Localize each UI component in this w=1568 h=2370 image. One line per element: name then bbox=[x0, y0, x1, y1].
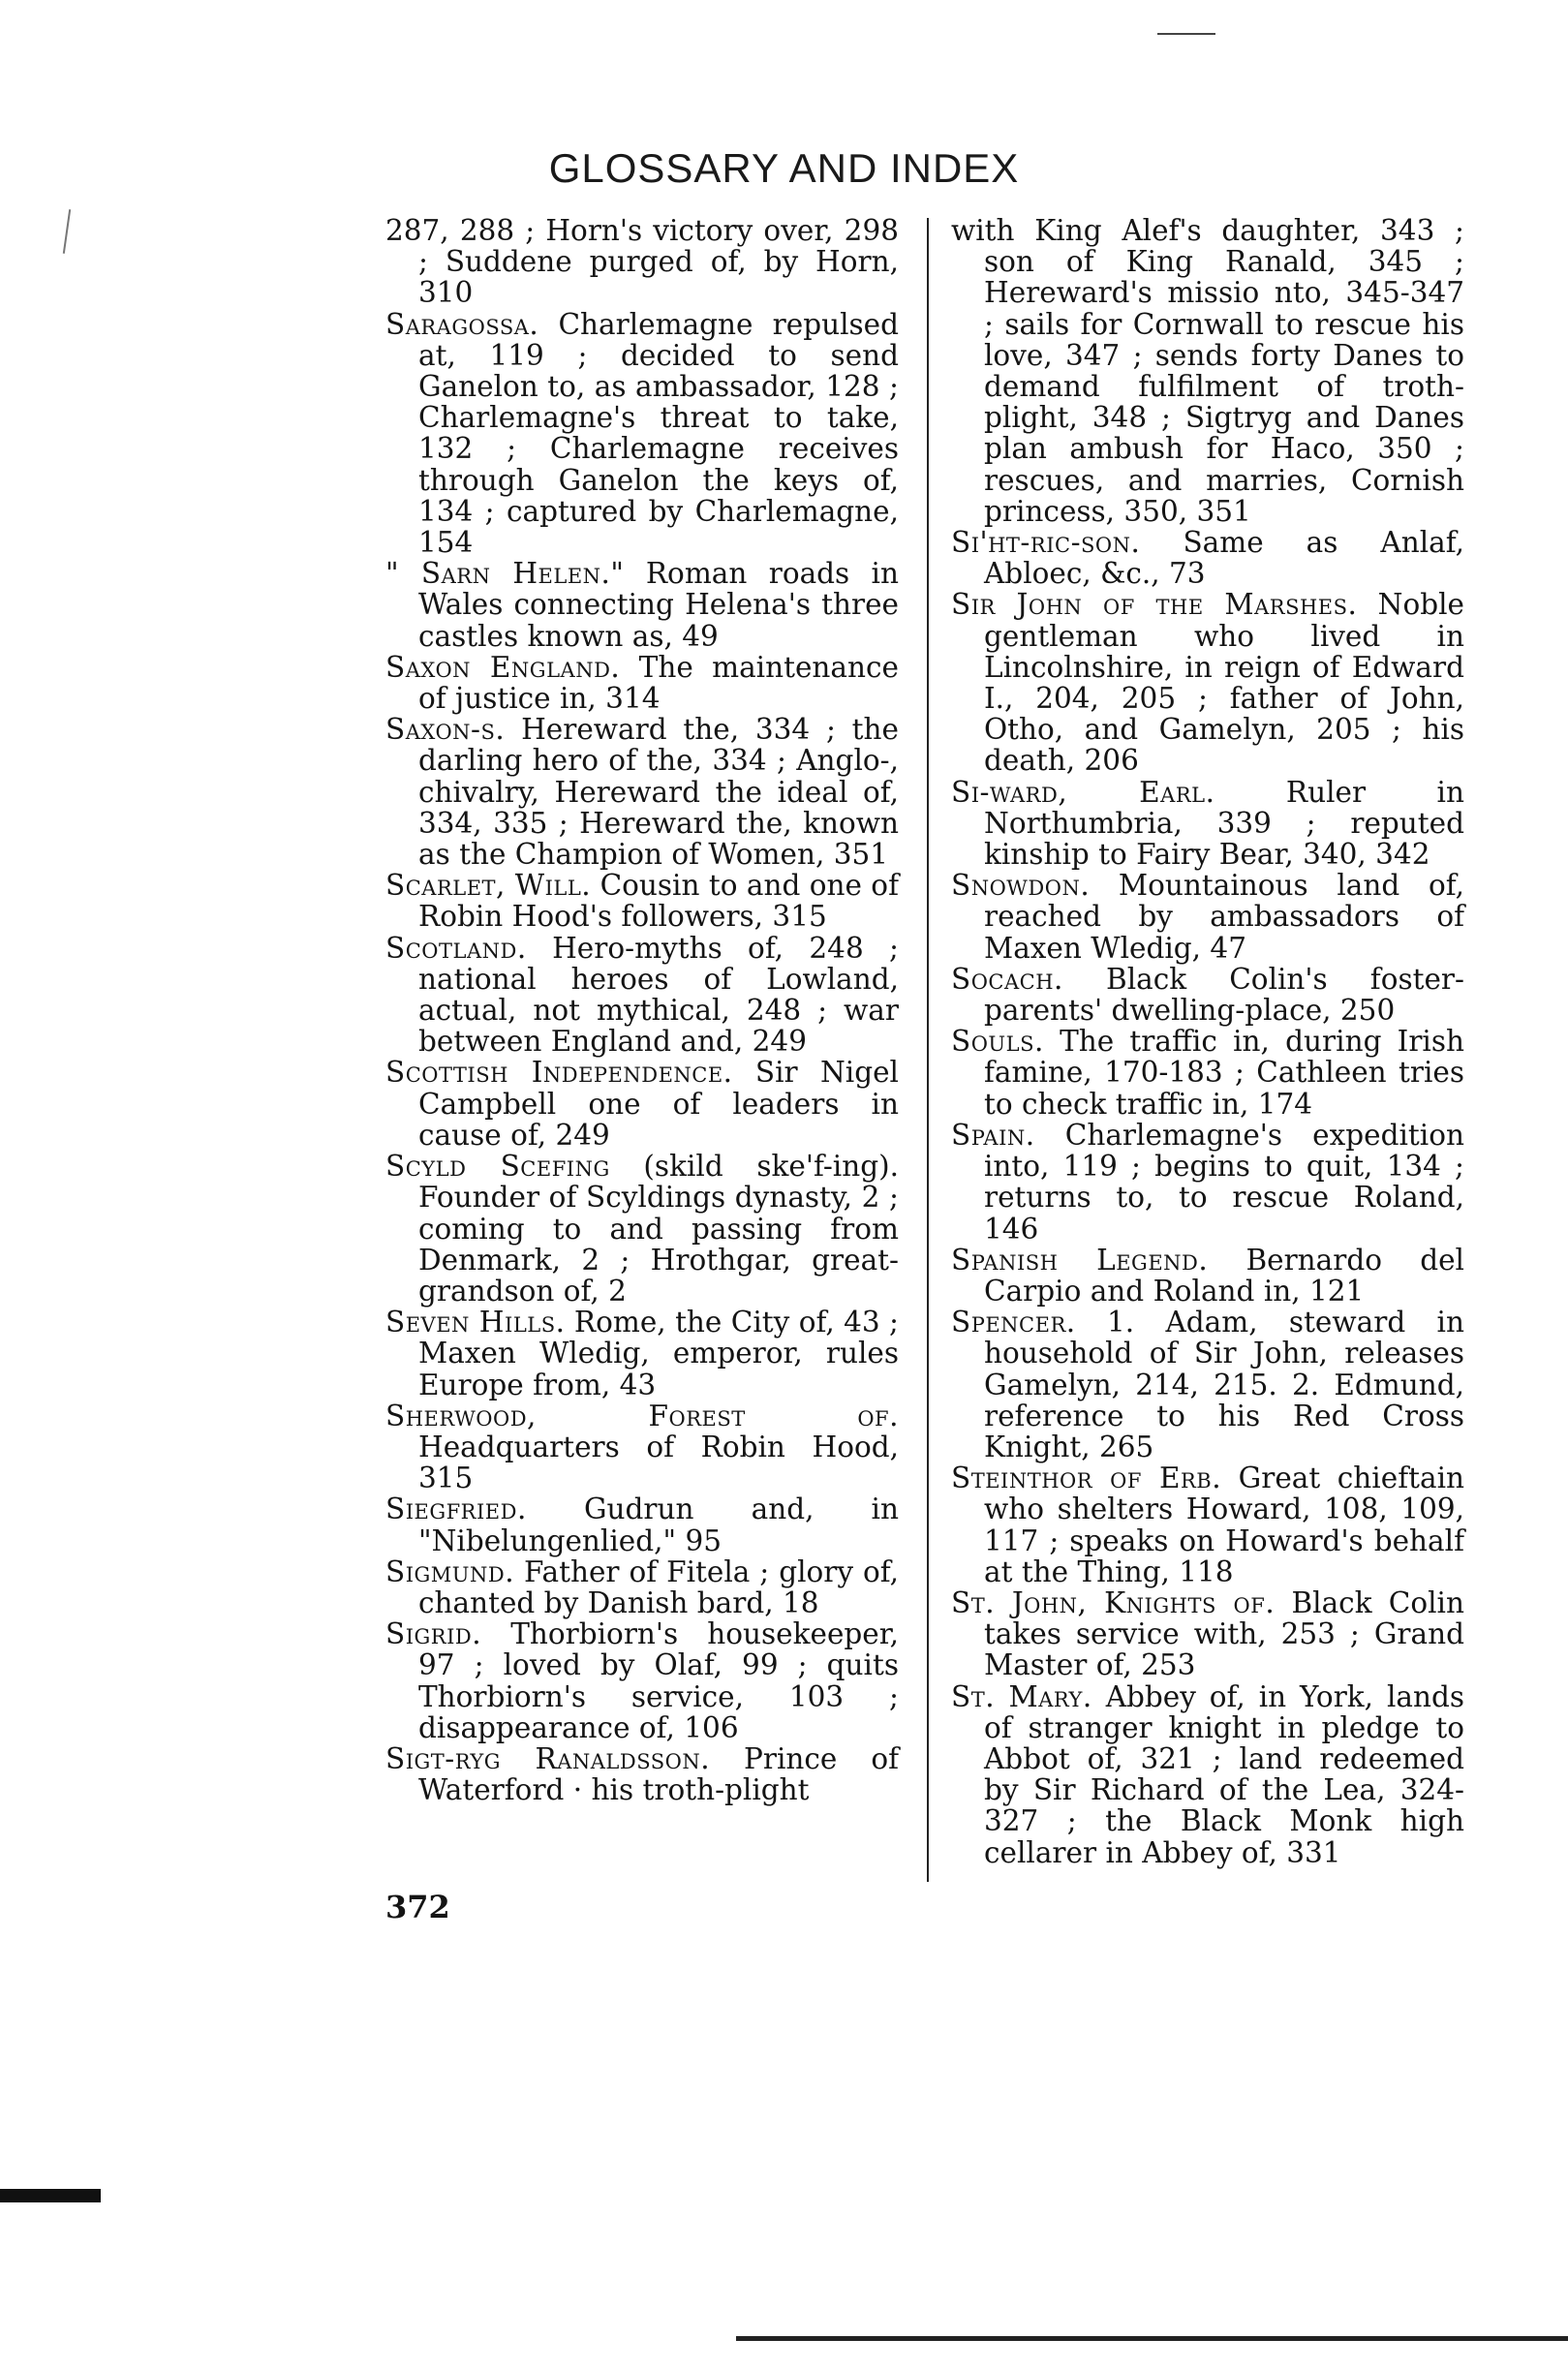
index-column-right bbox=[951, 215, 1464, 1868]
page-number: 372 bbox=[385, 1889, 450, 1925]
index-entry: St. Mary. Abbey of, in York, lands of stranger knight in pledge to Abbot of, 321 ; land redeemed by Sir Richard of the Lea, 324-327 ; the Black Monk high cellarer in Abbey of, 331 bbox=[951, 1679, 1464, 1869]
index-entry: Scarlet, Will. Cousin to and one of Robin Hood's followers, 315 bbox=[385, 869, 899, 934]
scan-bar-bottom bbox=[736, 2336, 1568, 2341]
index-entry: Spain. Charlemagne's expedition into, 119 ; begins to quit, 134 ; returns to, to rescue Roland, 146 bbox=[951, 1118, 1464, 1246]
index-entry: Si'ht-ric-son. Same as Anlaf, Abloec, &c., 73 bbox=[951, 526, 1464, 591]
index-entry: Sherwood, Forest of. Headquarters of Robin Hood, 315 bbox=[385, 1399, 899, 1495]
index-column-left bbox=[385, 215, 899, 1805]
index-entry: Snowdon. Mountainous land of, reached by ambassadors of Maxen Wledig, 47 bbox=[951, 869, 1464, 965]
index-entry: Saxon-s. Hereward the, 334 ; the darling hero of the, 334 ; Anglo-, chivalry, Hereward the ideal of, 334, 335 ; Hereward the, known as the Champion of Women, 351 bbox=[385, 713, 899, 872]
index-entry: Sigt-ryg Ranaldsson. Prince of Waterford · his troth-plight bbox=[385, 1741, 899, 1807]
index-entry: Sigrid. Thorbiorn's housekeeper, 97 ; loved by Olaf, 99 ; quits Thorbiorn's service, 103 ; disappearance of, 106 bbox=[385, 1617, 899, 1744]
index-entry: Socach. Black Colin's foster-parents' dwelling-place, 250 bbox=[951, 962, 1464, 1028]
index-entry: Souls. The traffic in, during Irish famine, 170-183 ; Cathleen tries to check traffic in, 174 bbox=[951, 1025, 1464, 1121]
index-entry: Seven Hills. Rome, the City of, 43 ; Maxen Wledig, emperor, rules Europe from, 43 bbox=[385, 1306, 899, 1401]
index-entry: " Sarn Helen." Roman roads in Wales connecting Helena's three castles known as, 49 bbox=[385, 557, 899, 653]
index-entry: Sir John of the Marshes. Noble gentleman who lived in Lincolnshire, in reign of Edward I., 204, 205 ; father of John, Otho, and Gamelyn, 205 ; his death, 206 bbox=[951, 588, 1464, 778]
index-entry: Scyld Scefing (skild ske'f-ing). Founder of Scyldings dynasty, 2 ; coming to and passing from Denmark, 2 ; Hrothgar, great-grandson of, 2 bbox=[385, 1150, 899, 1308]
scan-bar-left bbox=[0, 2189, 101, 2202]
scan-mark-top bbox=[1157, 33, 1215, 35]
index-entry: St. John, Knights of. Black Colin takes service with, 253 ; Grand Master of, 253 bbox=[951, 1585, 1464, 1682]
index-entry: Saragossa. Charlemagne repulsed at, 119 ; decided to send Ganelon to, as ambassador, 128 ; Charlemagne's threat to take, 132 ; Charlemagne receives through Ganelon the keys of, 134 ; captured by Charlemagne, 154 bbox=[385, 307, 899, 560]
index-entry: Saxon England. The maintenance of justice in, 314 bbox=[385, 650, 899, 716]
index-entry: Spanish Legend. Bernardo del Carpio and Roland in, 121 bbox=[951, 1243, 1464, 1308]
index-entry: Sigmund. Father of Fitela ; glory of, chanted by Danish bard, 18 bbox=[385, 1554, 899, 1619]
column-divider bbox=[927, 218, 929, 1882]
index-entry: 287, 288 ; Horn's victory over, 298 ; Suddene purged of, by Horn, 310 bbox=[385, 214, 899, 310]
index-entry: Spencer. 1. Adam, steward in household of Sir John, releases Gamelyn, 214, 215. 2. Edmund, reference to his Red Cross Knight, 265 bbox=[951, 1306, 1464, 1463]
index-entry: with King Alef's daughter, 343 ; son of King Ranald, 345 ; Hereward's missio nto, 345-347 ; sails for Cornwall to rescue his love, 347 ; sends forty Danes to demand fulfilment of troth-plight, 348 ; Sigtryg and Danes plan ambush for Haco, 350 ; rescues, and marries, Cornish princess, 350, 351 bbox=[951, 214, 1464, 528]
scan-mark-margin bbox=[63, 209, 71, 254]
index-entry: Scottish Independence. Sir Nigel Campbell one of leaders in cause of, 249 bbox=[385, 1056, 899, 1152]
index-entry: Siegfried. Gudrun and, in "Nibelungenlied," 95 bbox=[385, 1493, 899, 1557]
page-title: GLOSSARY AND INDEX bbox=[548, 145, 1020, 191]
index-entry: Si-ward, Earl. Ruler in Northumbria, 339 ; reputed kinship to Fairy Bear, 340, 342 bbox=[951, 775, 1464, 872]
index-entry: Steinthor of Erb. Great chieftain who shelters Howard, 108, 109, 117 ; speaks on Howard's behalf at the Thing, 118 bbox=[951, 1462, 1464, 1588]
index-entry: Scotland. Hero-myths of, 248 ; national heroes of Lowland, actual, not mythical, 248 ; war between England and, 249 bbox=[385, 931, 899, 1059]
